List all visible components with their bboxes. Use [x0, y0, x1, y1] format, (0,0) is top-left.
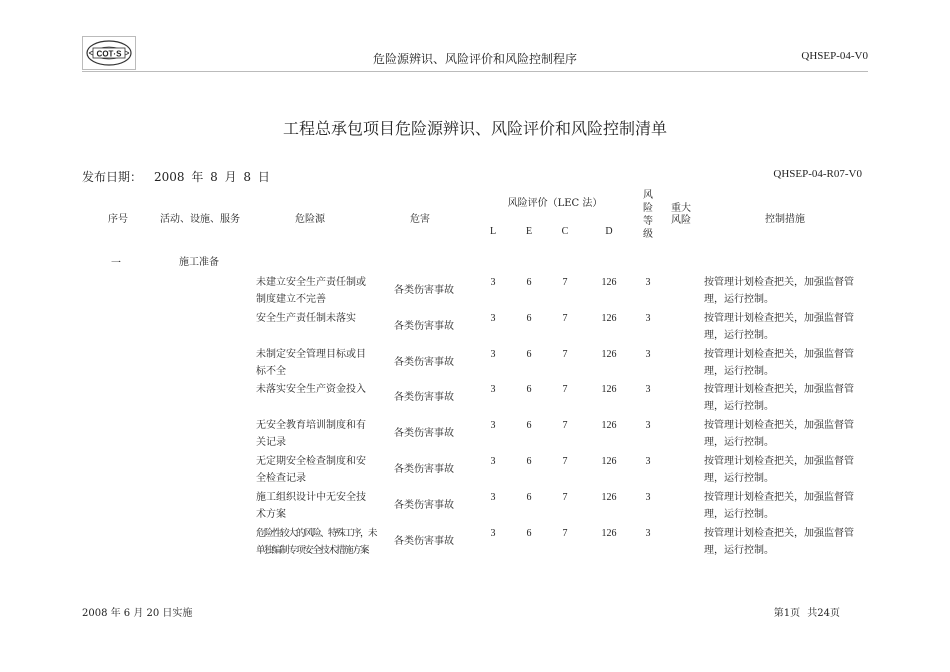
lec-c-cell: 7: [562, 384, 568, 395]
form-code: QHSEP-04-R07-V0: [773, 168, 862, 180]
harm-cell: 各类伤害事故: [394, 536, 454, 547]
lec-e-cell: 6: [526, 492, 532, 503]
lec-e-cell: 6: [526, 384, 532, 395]
risk-level-cell: 3: [645, 277, 651, 288]
harm-cell: 各类伤害事故: [394, 428, 454, 439]
harm-cell: 各类伤害事故: [394, 464, 454, 475]
hazard-source-line: 标不全: [256, 366, 286, 377]
lec-e-cell: 6: [526, 420, 532, 431]
control-measure-line: 理，运行控制。: [704, 509, 774, 520]
col-header-control: 控制措施: [765, 214, 805, 225]
risk-level-char: 级: [643, 229, 653, 240]
col-header-harm: 危害: [410, 214, 430, 225]
control-measure-line: 按管理计划检查把关，加强监督管: [704, 420, 854, 431]
lec-l-cell: 3: [490, 277, 496, 288]
control-measure-line: 理，运行控制。: [704, 330, 774, 341]
hazard-source-line: 术方案: [256, 509, 286, 520]
lec-e-cell: 6: [526, 349, 532, 360]
harm-cell: 各类伤害事故: [394, 500, 454, 511]
col-header-activity: 活动、设施、服务: [160, 214, 240, 225]
risk-level-cell: 3: [645, 384, 651, 395]
col-header-major-risk: [664, 203, 698, 227]
lec-c-cell: 7: [562, 456, 568, 467]
harm-cell: 各类伤害事故: [394, 357, 454, 368]
hazard-source-line: 无安全教育培训制度和有: [256, 420, 366, 431]
risk-level-cell: 3: [645, 420, 651, 431]
logo-text: COT·S: [96, 49, 122, 59]
harm-cell: 各类伤害事故: [394, 285, 454, 296]
lec-e-cell: 6: [526, 456, 532, 467]
lec-l-cell: 3: [490, 456, 496, 467]
harm-cell: 各类伤害事故: [394, 392, 454, 403]
risk-level-char: 险: [643, 203, 653, 214]
major-risk-line: 重大: [671, 203, 691, 214]
risk-level-cell: 3: [645, 349, 651, 360]
hazard-source-line: 未建立安全生产责任制或: [256, 277, 366, 288]
header-divider: [82, 71, 868, 72]
hazard-source-line: 单独编制专项安全技术措施方案: [256, 545, 369, 556]
lec-c-cell: 7: [562, 349, 568, 360]
lec-l-cell: 3: [490, 420, 496, 431]
risk-level-cell: 3: [645, 313, 651, 324]
hazard-source-line: 未制定安全管理目标或目: [256, 349, 366, 360]
lec-d-cell: 126: [601, 277, 617, 288]
risk-level-cell: 3: [645, 456, 651, 467]
hazard-source-line: 关记录: [256, 437, 286, 448]
lec-l-cell: 3: [490, 528, 496, 539]
hazard-source-line: 未落实安全生产资金投入: [256, 384, 366, 395]
lec-d-cell: 126: [601, 384, 617, 395]
col-header-l: L: [489, 226, 497, 237]
control-measure-line: 按管理计划检查把关，加强监督管: [704, 384, 854, 395]
lec-l-cell: 3: [490, 313, 496, 324]
harm-cell: 各类伤害事故: [394, 321, 454, 332]
lec-c-cell: 7: [562, 277, 568, 288]
control-measure-line: 按管理计划检查把关，加强监督管: [704, 528, 854, 539]
section-seq: 一: [111, 258, 121, 269]
lec-d-cell: 126: [601, 313, 617, 324]
risk-level-cell: 3: [645, 528, 651, 539]
hazard-source-line: 全检查记录: [256, 473, 306, 484]
risk-level-cell: 3: [645, 492, 651, 503]
hazard-source-line: 安全生产责任制未落实: [256, 313, 356, 324]
risk-level-char: 风: [643, 190, 653, 201]
lec-d-cell: 126: [601, 528, 617, 539]
control-measure-line: 按管理计划检查把关，加强监督管: [704, 456, 854, 467]
lec-c-cell: 7: [562, 313, 568, 324]
lec-e-cell: 6: [526, 313, 532, 324]
lec-l-cell: 3: [490, 349, 496, 360]
lec-d-cell: 126: [601, 492, 617, 503]
header-doc-title: 危险源辨识、风险评价和风险控制程序: [372, 52, 577, 66]
lec-e-cell: 6: [526, 528, 532, 539]
footer-page-number: 第1页 共24页: [773, 608, 840, 619]
lec-d-cell: 126: [601, 456, 617, 467]
lec-l-cell: 3: [490, 492, 496, 503]
section-activity: 施工准备: [179, 257, 219, 268]
hazard-source-line: 无定期安全检查制度和安: [256, 456, 366, 467]
publish-date-label: 发布日期：: [82, 170, 143, 184]
control-measure-line: 理，运行控制。: [704, 437, 774, 448]
hazard-source-line: 施工组织设计中无安全技: [256, 492, 366, 503]
lec-d-cell: 126: [601, 420, 617, 431]
control-measure-line: 理，运行控制。: [704, 401, 774, 412]
col-header-e: E: [525, 226, 533, 237]
col-header-lec: 风险评价（LEC 法）: [507, 198, 603, 209]
lec-c-cell: 7: [562, 420, 568, 431]
page-title: 工程总承包项目危险源辨识、风险评价和风险控制清单: [282, 119, 667, 138]
lec-e-cell: 6: [526, 277, 532, 288]
lec-l-cell: 3: [490, 384, 496, 395]
lec-c-cell: 7: [562, 492, 568, 503]
col-header-d: D: [605, 226, 613, 237]
control-measure-line: 按管理计划检查把关，加强监督管: [704, 492, 854, 503]
control-measure-line: 理，运行控制。: [704, 545, 774, 556]
col-header-risk-level: [638, 189, 658, 241]
col-header-c: C: [561, 226, 569, 237]
footer-effective-date: 2008 年 6 月 20 日实施: [82, 608, 193, 619]
control-measure-line: 按管理计划检查把关，加强监督管: [704, 277, 854, 288]
control-measure-line: 按管理计划检查把关，加强监督管: [704, 349, 854, 360]
control-measure-line: 理，运行控制。: [704, 294, 774, 305]
col-header-seq: 序号: [108, 214, 128, 225]
hazard-source-line: 制度建立不完善: [256, 294, 326, 305]
control-measure-line: 按管理计划检查把关，加强监督管: [704, 313, 854, 324]
publish-date-value: 2008 年 8 月 8 日: [154, 170, 270, 184]
lec-c-cell: 7: [562, 528, 568, 539]
header-doc-code: QHSEP-04-V0: [801, 50, 868, 62]
col-header-hazard-source: 危险源: [295, 214, 325, 225]
lec-d-cell: 126: [601, 349, 617, 360]
risk-level-char: 等: [643, 216, 653, 227]
control-measure-line: 理，运行控制。: [704, 366, 774, 377]
control-measure-line: 理，运行控制。: [704, 473, 774, 484]
hazard-source-line: 危险性较大的风险、特殊工序，未: [256, 528, 377, 539]
major-risk-line: 风险: [671, 215, 691, 226]
